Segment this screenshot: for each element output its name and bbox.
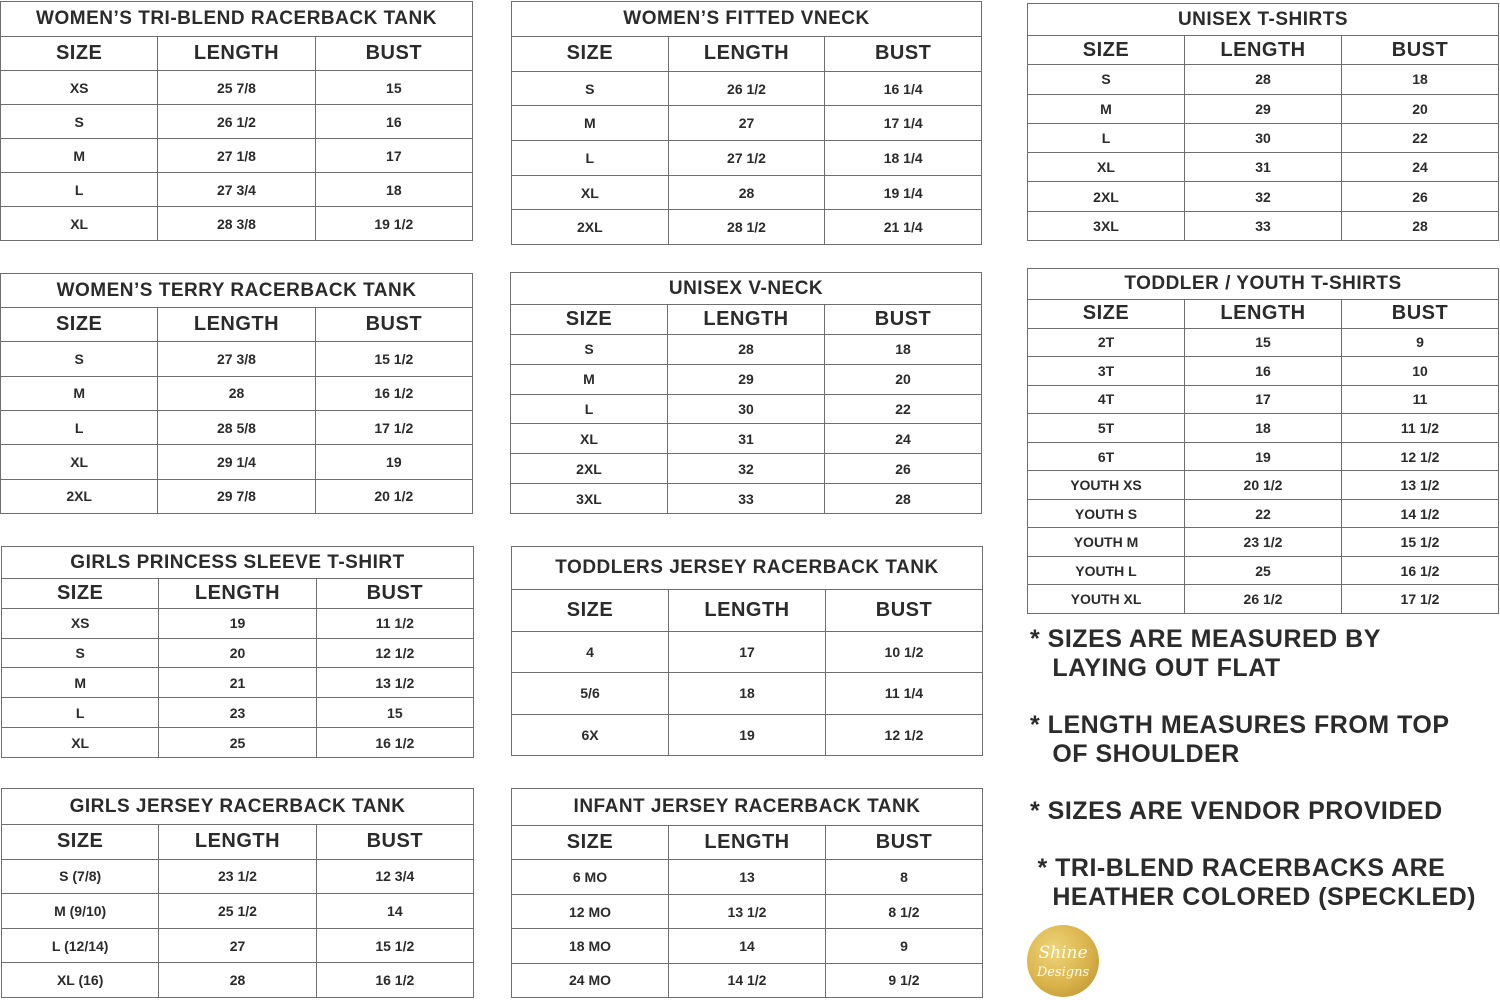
size-table-women-s-terry-racerback-tank [0,273,473,514]
table-header-row [2,825,473,860]
bust-cell: 16 1/2 [1400,562,1440,579]
table-row [512,964,982,997]
size-cell: 5T [1028,414,1185,442]
table-row [1028,65,1498,94]
bust-cell: 18 1/4 [883,149,923,166]
size-cell: XS [1,71,158,104]
bust-cell: 15 [387,704,403,721]
table-row [1028,443,1498,472]
length-cell: 23 1/2 [159,860,316,894]
header-bust: BUST [874,307,932,330]
table-row [1028,95,1498,124]
bust-cell: 17 1/4 [883,115,923,132]
table-row [512,929,982,963]
bust-cell: 15 1/2 [1400,534,1440,551]
size-cell: XL [1,445,158,478]
bust-cell: 15 [386,79,402,96]
length-cell: 13 1/2 [669,895,826,928]
size-cell: YOUTH M [1028,528,1185,556]
table-row [1028,500,1498,529]
length-cell: 26 1/2 [158,105,315,138]
table-row [1,139,472,173]
table-row [2,963,473,997]
length-cell: 28 1/2 [669,210,826,244]
size-cell: YOUTH XL [1028,585,1185,613]
table-row [1028,182,1498,211]
bust-cell: 12 3/4 [375,868,415,885]
size-cell: XL [512,176,669,210]
table-row [511,484,981,513]
bust-cell: 12 1/2 [1400,448,1440,465]
bust-cell: 11 [1412,391,1428,408]
logo-line-1: Shine [1038,943,1088,963]
length-cell: 28 [669,176,826,210]
size-cell: L [1,411,158,444]
length-cell: 27 [669,106,826,140]
length-cell: 29 [1185,95,1342,123]
header-bust: BUST [1391,38,1449,61]
bust-cell: 26 [895,460,911,477]
table-row [1,342,472,376]
header-length: LENGTH [1185,36,1342,64]
length-cell: 33 [1185,212,1342,240]
length-cell: 28 [668,335,825,364]
length-cell: 30 [1185,124,1342,152]
size-cell: 6 MO [512,860,669,893]
header-length: LENGTH [669,590,826,631]
size-table-toddlers-jersey-racerback-tank [511,546,983,756]
size-table-unisex-v-neck [510,272,982,514]
sizing-notes [1030,625,1490,940]
length-cell: 23 [159,698,316,727]
table-row [2,894,473,929]
table-row [2,929,473,964]
table-title: TODDLERS JERSEY RACERBACK TANK [512,547,982,590]
size-cell: L [1,173,158,206]
length-cell: 17 [669,632,826,673]
bust-cell: 28 [895,490,911,507]
table-title: UNISEX V-NECK [511,273,981,305]
length-cell: 29 7/8 [158,480,315,513]
size-table-toddler-youth-t-shirts [1027,268,1499,614]
bust-cell: 20 [1412,100,1428,117]
table-row [511,335,981,365]
bust-cell: 13 1/2 [375,674,415,691]
size-cell: XL [1,207,158,240]
size-cell: M [512,106,669,140]
size-cell: XL [511,424,668,453]
bust-cell: 15 1/2 [374,350,414,367]
size-cell: 5/6 [512,673,669,714]
size-cell: S [511,335,668,364]
table-row [1028,471,1498,500]
bust-cell: 19 [386,453,402,470]
table-row [511,365,981,395]
header-bust: BUST [874,42,932,65]
size-cell: M [2,668,159,697]
bust-cell: 24 [1412,159,1428,176]
length-cell: 18 [669,673,826,714]
header-bust: BUST [1391,302,1449,325]
table-row [511,454,981,484]
bust-cell: 15 1/2 [375,937,415,954]
table-title: GIRLS JERSEY RACERBACK TANK [2,789,473,825]
bust-cell: 11 1/2 [375,615,414,632]
header-bust: BUST [366,581,424,604]
table-row [1028,528,1498,557]
logo-script-icon [1027,925,1099,997]
header-size: SIZE [1,308,158,341]
length-cell: 33 [668,484,825,513]
table-header-row [1028,300,1498,329]
length-cell: 30 [668,395,825,424]
table-row [2,698,473,728]
bust-cell: 16 1/2 [375,734,415,751]
header-length: LENGTH [1185,300,1342,328]
bust-cell: 18 [386,181,402,198]
bust-cell: 14 1/2 [1400,505,1440,522]
bust-cell: 16 1/4 [883,80,923,97]
header-bust: BUST [875,598,933,621]
size-cell: XL [1028,153,1185,181]
size-cell: L [511,395,668,424]
size-cell: L [512,141,669,175]
size-cell: S [1,342,158,375]
table-row [512,72,981,107]
table-row [512,210,981,244]
table-row [1028,585,1498,613]
table-row [1028,414,1498,443]
size-cell: YOUTH XS [1028,471,1185,499]
bust-cell: 16 1/2 [375,972,415,989]
bust-cell: 9 [900,937,908,954]
bust-cell: 16 [386,113,402,130]
table-row [512,860,982,894]
table-title: INFANT JERSEY RACERBACK TANK [512,789,982,826]
length-cell: 28 5/8 [158,411,315,444]
length-cell: 25 1/2 [159,894,316,928]
length-cell: 17 [1185,386,1342,414]
table-row [511,424,981,454]
size-cell: 2XL [511,454,668,483]
table-row [1028,212,1498,240]
bust-cell: 18 [1412,71,1428,88]
note-measured-flat: * SIZES ARE MEASURED BY LAYING OUT FLAT [1030,625,1381,682]
bust-cell: 10 1/2 [884,643,924,660]
size-cell: 12 MO [512,895,669,928]
length-cell: 27 3/4 [158,173,315,206]
size-cell: 4T [1028,386,1185,414]
note-vendor-provided: * SIZES ARE VENDOR PROVIDED [1030,797,1443,825]
size-cell: S (7/8) [2,860,159,894]
table-title: WOMEN’S TERRY RACERBACK TANK [1,274,472,308]
note-length-measure: * LENGTH MEASURES FROM TOP OF SHOULDER [1030,711,1450,768]
length-cell: 18 [1185,414,1342,442]
header-size: SIZE [2,825,159,859]
length-cell: 27 1/8 [158,139,315,172]
bust-cell: 21 1/4 [883,219,923,236]
size-cell: L [2,698,159,727]
header-size: SIZE [1,37,158,70]
bust-cell: 16 1/2 [374,385,414,402]
length-cell: 29 [668,365,825,394]
bust-cell: 19 1/4 [883,184,923,201]
table-row [1,377,472,411]
size-cell: M [1,377,158,410]
header-size: SIZE [1028,300,1185,328]
header-size: SIZE [1028,36,1185,64]
table-title: WOMEN’S TRI-BLEND RACERBACK TANK [1,2,472,37]
length-cell: 27 1/2 [669,141,826,175]
size-table-women-s-tri-blend-racerback-tank [0,1,473,241]
length-cell: 26 1/2 [669,72,826,106]
table-row [512,632,982,674]
bust-cell: 13 1/2 [1400,477,1440,494]
table-row [2,728,473,757]
bust-cell: 19 1/2 [374,215,414,232]
size-cell: 3T [1028,357,1185,385]
table-header-row [512,37,981,72]
size-cell: 4 [512,632,669,673]
size-cell: 2XL [1028,182,1185,210]
bust-cell: 11 1/4 [884,685,924,702]
bust-cell: 20 1/2 [374,488,414,505]
size-cell: 18 MO [512,929,669,962]
size-cell: L [1028,124,1185,152]
length-cell: 22 [1185,500,1342,528]
size-cell: 24 MO [512,964,669,997]
length-cell: 25 7/8 [158,71,315,104]
table-row [2,609,473,639]
length-cell: 20 1/2 [1185,471,1342,499]
table-row [1028,557,1498,586]
size-cell: 2XL [1,480,158,513]
bust-cell: 8 [900,869,908,886]
table-row [1028,124,1498,153]
length-cell: 23 1/2 [1185,528,1342,556]
size-cell: S [2,639,159,668]
bust-cell: 20 [895,371,911,388]
length-cell: 28 3/8 [158,207,315,240]
size-cell: M [511,365,668,394]
table-row [1,445,472,479]
bust-cell: 12 1/2 [375,645,415,662]
table-header-row [512,826,982,860]
size-cell: YOUTH S [1028,500,1185,528]
table-row [1028,153,1498,182]
size-table-infant-jersey-racerback-tank [511,788,983,998]
table-header-row [1,37,472,71]
size-cell: XS [2,609,159,638]
table-row [1,207,472,240]
bust-cell: 14 [387,902,403,919]
length-cell: 19 [669,715,826,756]
length-cell: 25 [1185,557,1342,585]
length-cell: 21 [159,668,316,697]
table-title: GIRLS PRINCESS SLEEVE T-SHIRT [2,547,473,579]
table-row [1,105,472,139]
length-cell: 31 [668,424,825,453]
table-row [1,71,472,105]
bust-cell: 10 [1412,362,1428,379]
size-cell: 6X [512,715,669,756]
size-cell: M [1,139,158,172]
table-header-row [511,305,981,335]
header-bust: BUST [365,313,423,336]
length-cell: 13 [669,860,826,893]
header-size: SIZE [512,37,669,71]
table-header-row [1,308,472,342]
table-row [2,860,473,895]
header-length: LENGTH [668,305,825,334]
shine-designs-logo [1027,925,1099,997]
header-size: SIZE [512,590,669,631]
bust-cell: 18 [895,341,911,358]
length-cell: 14 [669,929,826,962]
length-cell: 20 [159,639,316,668]
table-row [512,106,981,141]
header-length: LENGTH [159,825,316,859]
logo-line-2: Designs [1036,965,1090,980]
bust-cell: 26 [1412,188,1428,205]
size-cell: 3XL [1028,212,1185,240]
header-bust: BUST [366,830,424,853]
length-cell: 29 1/4 [158,445,315,478]
size-table-women-s-fitted-vneck [511,1,982,245]
table-title: TODDLER / YOUTH T-SHIRTS [1028,269,1498,300]
size-cell: S [1,105,158,138]
header-size: SIZE [511,305,668,334]
length-cell: 16 [1185,357,1342,385]
header-length: LENGTH [158,37,315,70]
header-length: LENGTH [669,826,826,859]
bust-cell: 9 1/2 [888,972,920,989]
length-cell: 14 1/2 [669,964,826,997]
size-cell: 2XL [512,210,669,244]
length-cell: 27 [159,929,316,963]
length-cell: 32 [1185,182,1342,210]
length-cell: 19 [1185,443,1342,471]
table-row [512,715,982,756]
length-cell: 28 [158,377,315,410]
header-length: LENGTH [669,37,826,71]
size-cell: S [512,72,669,106]
table-row [1,173,472,207]
bust-cell: 17 1/2 [1400,591,1440,608]
table-row [512,141,981,176]
size-cell: S [1028,65,1185,93]
length-cell: 15 [1185,329,1342,357]
note-heather-colored: * TRI-BLEND RACERBACKS ARE HEATHER COLORED (SPECKLED) [1037,854,1476,911]
size-cell: 3XL [511,484,668,513]
size-table-unisex-t-shirts [1027,3,1499,241]
bust-cell: 22 [895,401,911,417]
header-length: LENGTH [159,579,316,608]
table-title: WOMEN’S FITTED VNECK [512,2,981,37]
table-row [512,176,981,211]
bust-cell: 9 [1416,334,1424,351]
length-cell: 28 [1185,65,1342,93]
size-cell: 2T [1028,329,1185,357]
table-header-row [2,579,473,609]
size-cell: XL (16) [2,963,159,997]
table-row [1028,357,1498,386]
bust-cell: 22 [1412,129,1428,146]
size-cell: 6T [1028,443,1185,471]
table-header-row [1028,36,1498,65]
length-cell: 28 [159,963,316,997]
table-row [1,411,472,445]
table-row [2,668,473,698]
length-cell: 26 1/2 [1185,585,1342,613]
size-table-girls-princess-sleeve-t-shirt [1,546,474,758]
table-row [1028,386,1498,415]
header-length: LENGTH [158,308,315,341]
size-cell: XL [2,728,159,757]
bust-cell: 17 1/2 [374,419,414,436]
bust-cell: 8 1/2 [888,903,920,920]
size-cell: YOUTH L [1028,557,1185,585]
length-cell: 19 [159,609,316,638]
size-table-girls-jersey-racerback-tank [1,788,474,998]
bust-cell: 17 [386,147,402,164]
table-row [1028,329,1498,358]
table-row [2,639,473,669]
header-size: SIZE [2,579,159,608]
bust-cell: 28 [1412,217,1428,234]
size-cell: M (9/10) [2,894,159,928]
length-cell: 25 [159,728,316,757]
size-cell: M [1028,95,1185,123]
table-title: UNISEX T-SHIRTS [1028,4,1498,36]
table-row [1,480,472,513]
header-size: SIZE [512,826,669,859]
size-cell: L (12/14) [2,929,159,963]
length-cell: 31 [1185,153,1342,181]
table-row [511,395,981,425]
bust-cell: 12 1/2 [884,726,924,743]
header-bust: BUST [875,831,933,854]
length-cell: 27 3/8 [158,342,315,375]
table-header-row [512,590,982,632]
bust-cell: 11 1/2 [1400,419,1440,436]
header-bust: BUST [365,42,423,64]
table-row [512,673,982,715]
bust-cell: 24 [895,430,911,447]
length-cell: 32 [668,454,825,483]
table-row [512,895,982,929]
